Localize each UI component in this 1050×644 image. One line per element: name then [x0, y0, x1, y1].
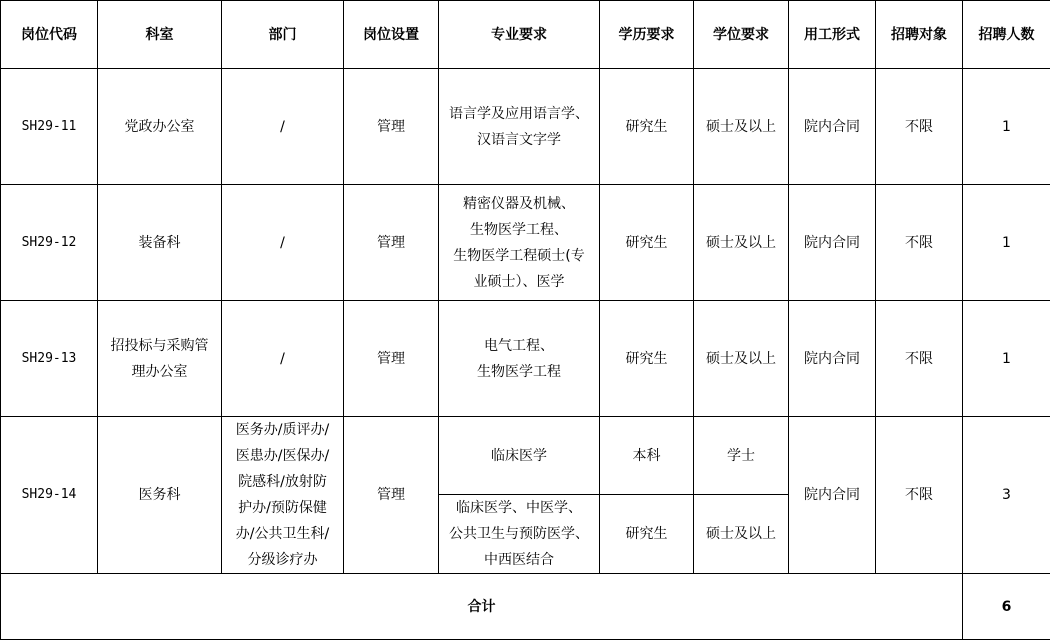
header-row — [1, 1, 1050, 69]
major-line: 精密仪器及机械、 — [463, 195, 575, 212]
department-line: 医务办/质评办/ — [235, 422, 330, 438]
total-label: 合计 — [1, 574, 963, 640]
header-cell: 岗位代码 — [1, 1, 98, 69]
office-cell: 党政办公室 — [98, 69, 222, 185]
degree-cell: 硕士及以上 — [694, 495, 789, 574]
education-cell: 研究生 — [600, 185, 694, 301]
header-cell: 学历要求 — [600, 1, 694, 69]
position-code: SH29-12 — [1, 185, 98, 301]
major-line: 业硕士）、医学 — [473, 273, 565, 290]
total-row — [1, 574, 1050, 640]
header-cell: 专业要求 — [439, 1, 600, 69]
major-cell — [439, 417, 600, 495]
employment-cell: 院内合同 — [789, 185, 876, 301]
table-row — [1, 417, 1050, 495]
target-cell: 不限 — [876, 301, 963, 417]
header-cell: 招聘人数 — [963, 1, 1050, 69]
major-line: 生物医学工程硕士(专 — [453, 247, 585, 264]
target-cell: 不限 — [876, 185, 963, 301]
department-line: 分级诊疗办 — [247, 552, 318, 568]
employment-cell: 院内合同 — [789, 301, 876, 417]
office-cell: 装备科 — [98, 185, 222, 301]
education-cell: 研究生 — [600, 69, 694, 185]
department-cell: / — [222, 185, 344, 301]
position-cell: 管理 — [344, 301, 439, 417]
position-code: SH29-14 — [1, 417, 98, 574]
office-cell: 医务科 — [98, 417, 222, 574]
department-line: 医患办/医保办/ — [235, 448, 330, 464]
major-line: 中西医结合 — [484, 552, 554, 568]
position-cell: 管理 — [344, 69, 439, 185]
target-cell: 不限 — [876, 69, 963, 185]
major-line: 生物医学工程 — [477, 363, 561, 380]
header-cell: 岗位设置 — [344, 1, 439, 69]
header-cell: 招聘对象 — [876, 1, 963, 69]
major-line: 汉语言文字学 — [477, 131, 561, 148]
major-line: 临床医学 — [491, 447, 547, 464]
position-cell: 管理 — [344, 417, 439, 574]
target-cell: 不限 — [876, 417, 963, 574]
major-line: 电气工程、 — [484, 337, 554, 354]
major-line: 临床医学、中医学、 — [456, 500, 582, 516]
department-line: 院感科/放射防 — [238, 474, 327, 490]
position-code: SH29-13 — [1, 301, 98, 417]
position-cell: 管理 — [344, 185, 439, 301]
education-cell: 研究生 — [600, 495, 694, 574]
count-cell: 3 — [963, 417, 1050, 574]
position-code: SH29-11 — [1, 69, 98, 185]
major-line: 语言学及应用语言学、 — [449, 105, 589, 122]
education-cell: 本科 — [600, 417, 694, 495]
major-cell — [439, 69, 600, 185]
office-line: 理办公室 — [131, 363, 188, 380]
header-cell: 学位要求 — [694, 1, 789, 69]
degree-cell: 学士 — [694, 417, 789, 495]
education-cell: 研究生 — [600, 301, 694, 417]
table-row — [1, 185, 1050, 301]
major-cell — [439, 301, 600, 417]
department-cell — [222, 417, 344, 574]
degree-cell: 硕士及以上 — [694, 69, 789, 185]
major-cell — [439, 495, 600, 574]
header-cell: 科室 — [98, 1, 222, 69]
office-line: 招投标与采购管 — [110, 337, 209, 354]
employment-cell: 院内合同 — [789, 417, 876, 574]
count-cell: 1 — [963, 185, 1050, 301]
degree-cell: 硕士及以上 — [694, 185, 789, 301]
table-row — [1, 69, 1050, 185]
office-cell — [98, 301, 222, 417]
table-row — [1, 301, 1050, 417]
header-cell: 用工形式 — [789, 1, 876, 69]
degree-cell: 硕士及以上 — [694, 301, 789, 417]
employment-cell: 院内合同 — [789, 69, 876, 185]
count-cell: 1 — [963, 69, 1050, 185]
department-cell: / — [222, 69, 344, 185]
department-cell: / — [222, 301, 344, 417]
major-line: 公共卫生与预防医学、 — [449, 526, 589, 542]
count-cell: 1 — [963, 301, 1050, 417]
department-line: 护办/预防保健 — [238, 500, 327, 516]
major-line: 生物医学工程、 — [470, 221, 568, 238]
header-cell: 部门 — [222, 1, 344, 69]
department-line: 办/公共卫生科/ — [235, 526, 330, 542]
total-count: 6 — [963, 574, 1050, 640]
major-cell — [439, 185, 600, 301]
